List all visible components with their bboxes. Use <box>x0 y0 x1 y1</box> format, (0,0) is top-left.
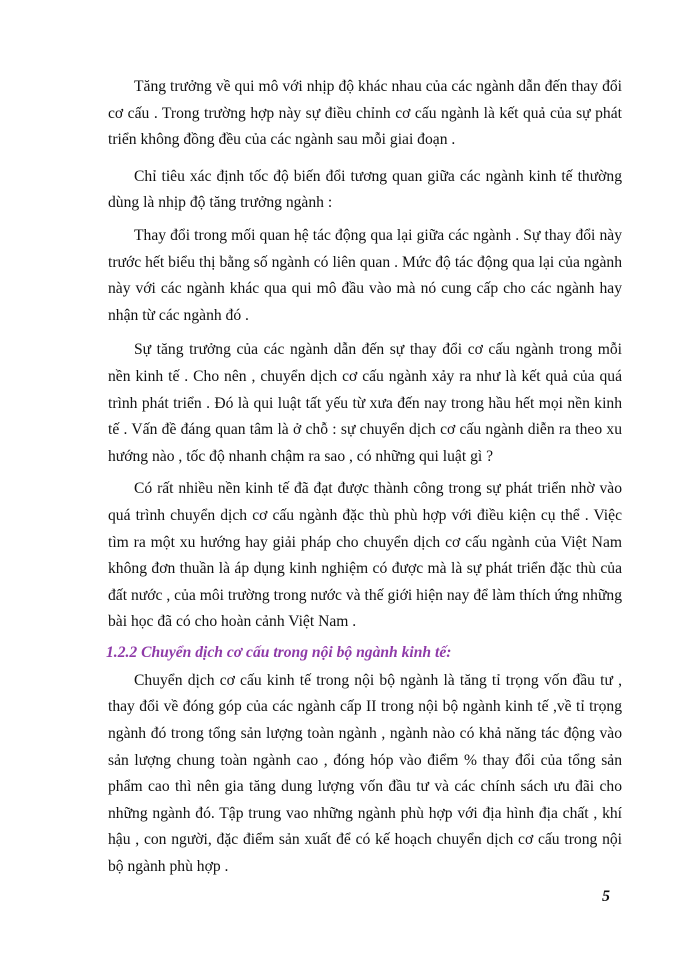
paragraph-growth-scale: Tăng trưởng về qui mô với nhịp độ khác nhau của các ngành dẫn đến thay đổi cơ cấu . Trong trường hợp này sự điều chỉnh cơ cấu ngành là kết quả của sự phát triển không đồng đều của các ngành sau mỗi giai đoạn . <box>108 78 622 149</box>
paragraph-intra-sector: Chuyển dịch cơ cấu kinh tế trong nội bộ ngành là tăng tỉ trọng vốn đầu tư , thay đổi về đóng góp của các ngành cấp II trong nội bộ ngành kinh tế ,về tỉ trọng ngành đó trong tổng sản lượng toàn ngành , ngành nào có khả năng tác động vào sản lượng chung toàn ngành cao , đóng hóp vào điểm % thay đổi của tổng sản phẩm cao thì nên gia tăng dung lượng vốn đầu tư và các chính sách ưu đãi cho những ngành đó. Tập trung vao những ngành phù hợp với địa hình địa chất , khí hậu , con người, đặc điểm sản xuất để có kế hoạch chuyển dịch cơ cấu trong nội bộ ngành phù hợp . <box>108 671 622 876</box>
paragraph-structural-shift: Sự tăng trưởng của các ngành dẫn đến sự thay đổi cơ cấu ngành trong mỗi nền kinh tế . Cho nên , chuyển dịch cơ cấu ngành xảy ra như là kết quả của quá trình phát triển . Đó là qui luật tất yếu từ xưa đến nay trong hầu hết mọi nền kinh tế . Vấn đề đáng quan tâm là ở chỗ : sự chuyển dịch cơ cấu ngành diễn ra theo xu hướng nào , tốc độ nhanh chậm ra sao , có những qui luật gì ? <box>108 341 622 465</box>
document-body <box>108 74 622 881</box>
paragraph-indicator: Chỉ tiêu xác định tốc độ biến đổi tương quan giữa các ngành kinh tế thường dùng là nhịp độ tăng trưởng ngành : <box>108 167 622 212</box>
paragraph-economies-success: Có rất nhiều nền kinh tế đã đạt được thành công trong sự phát triển nhờ vào quá trình chuyển dịch cơ cấu ngành đặc thù phù hợp với điều kiện cụ thể . Việc tìm ra một xu hướng hay giải pháp cho chuyển dịch cơ cấu ngành của Việt Nam không đơn thuần là áp dụng kinh nghiệm có được mà là sự phát triển đặc thù của đất nước , của môi trường trong nước và thế giới hiện nay để làm thích ứng những bài học đã có cho hoàn cảnh Việt Nam . <box>108 480 622 631</box>
section-heading: 1.2.2 Chuyển dịch cơ cấu trong nội bộ ngành kinh tế: <box>106 643 452 661</box>
page-number: 5 <box>602 888 610 905</box>
paragraph-interaction-change: Thay đổi trong mối quan hệ tác động qua lại giữa các ngành . Sự thay đổi này trước hết biểu thị bằng số ngành có liên quan . Mức độ tác động qua lại của ngành này với các ngành khác qua qui mô đầu vào mà nó cung cấp cho các ngành hay nhận từ các ngành đó . <box>108 226 622 324</box>
